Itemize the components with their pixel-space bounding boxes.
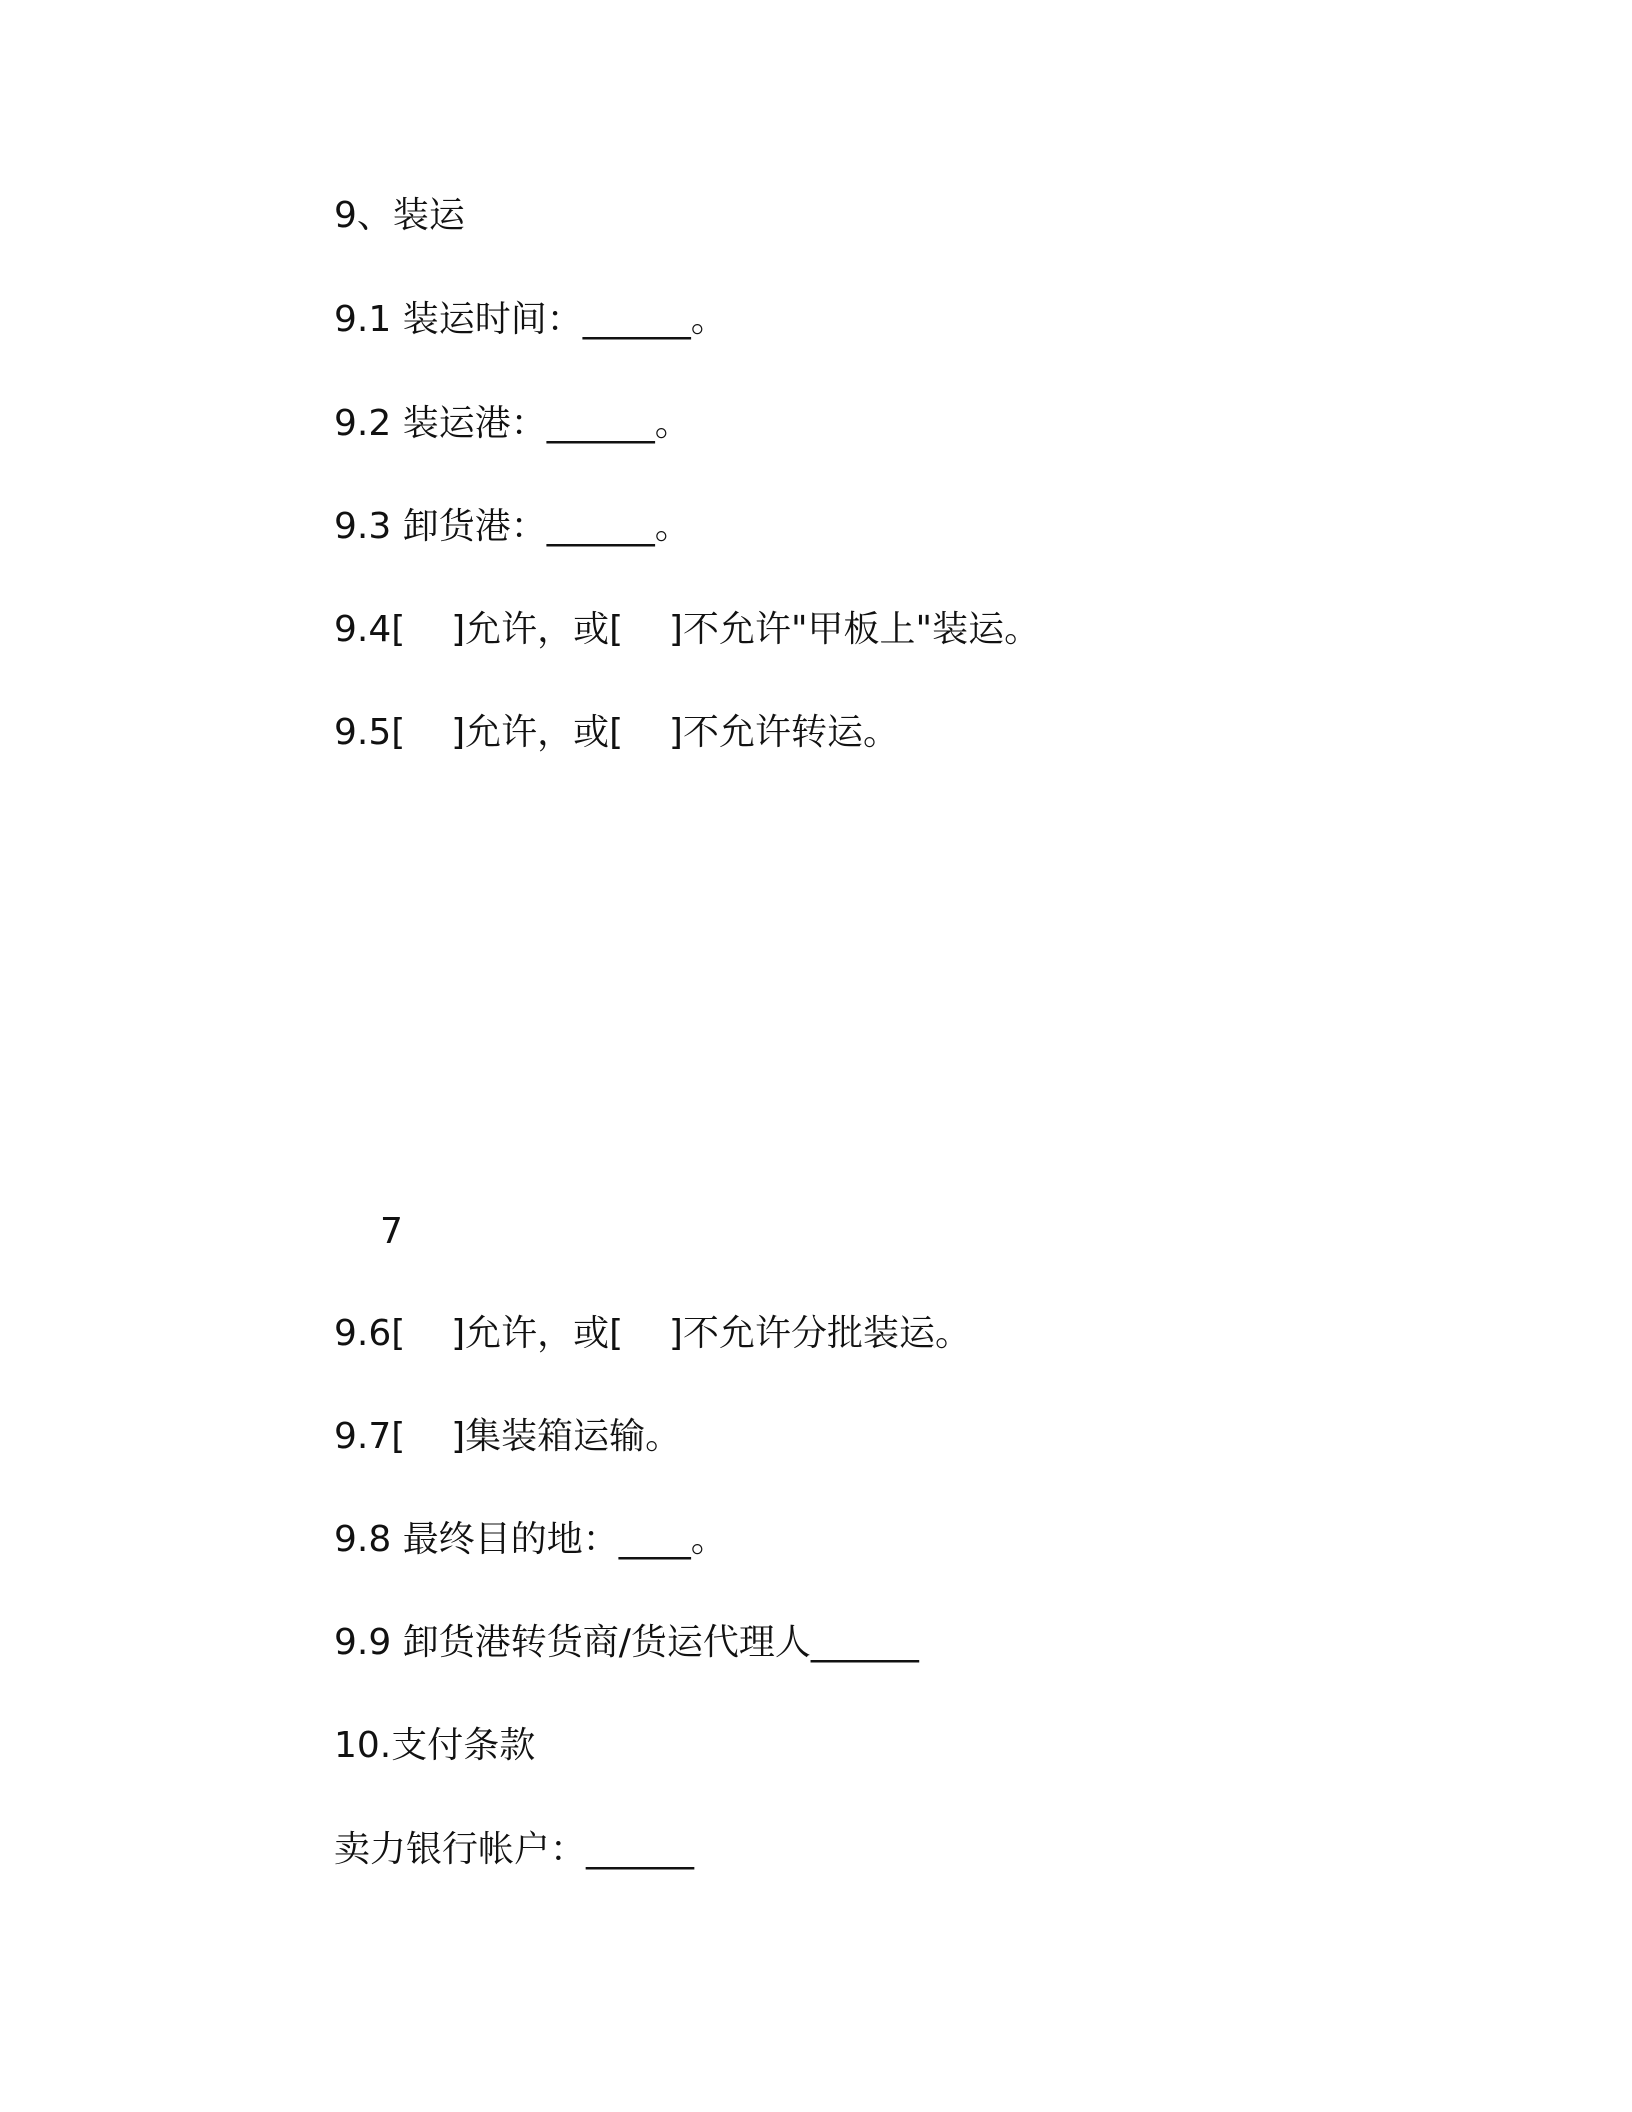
clause-9-7: 9.7[ ]集装箱运输。 bbox=[334, 1416, 682, 1457]
page-number: 7 bbox=[380, 1211, 403, 1252]
section-heading: 9、装运 bbox=[334, 195, 465, 236]
clause-9-1: 9.1 装运时间：______。 bbox=[334, 299, 727, 340]
section-heading-payment: 10.支付条款 bbox=[334, 1725, 536, 1766]
clause-9-6: 9.6[ ]允许，或[ ]不允许分批装运。 bbox=[334, 1313, 971, 1354]
seller-bank-account: 卖力银行帐户：______ bbox=[334, 1829, 695, 1870]
clause-9-2: 9.2 装运港：______。 bbox=[334, 403, 691, 444]
clause-9-9: 9.9 卸货港转货商/货运代理人______ bbox=[334, 1622, 919, 1663]
clause-9-8: 9.8 最终目的地：____。 bbox=[334, 1519, 727, 1560]
clause-9-5: 9.5[ ]允许，或[ ]不允许转运。 bbox=[334, 712, 899, 753]
clause-9-4: 9.4[ ]允许，或[ ]不允许"甲板上"装运。 bbox=[334, 609, 1041, 650]
clause-9-3: 9.3 卸货港：______。 bbox=[334, 506, 691, 547]
